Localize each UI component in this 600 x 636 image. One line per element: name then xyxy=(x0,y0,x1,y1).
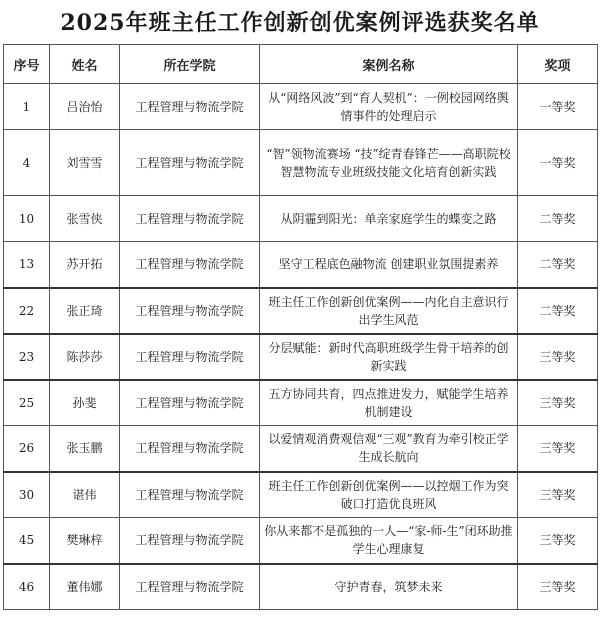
row-college: 工程管理与物流学院 xyxy=(120,518,260,564)
row-name: 张雪侠 xyxy=(50,196,120,242)
header-name: 姓名 xyxy=(50,45,120,84)
row-award: 二等奖 xyxy=(518,196,598,242)
row-award: 一等奖 xyxy=(518,130,598,196)
row-award: 三等奖 xyxy=(518,518,598,564)
row-case: 从阴霾到阳光：单亲家庭学生的蝶变之路 xyxy=(260,196,518,242)
row-name: 刘雪雪 xyxy=(50,130,120,196)
table-row xyxy=(4,564,598,610)
row-no: 45 xyxy=(4,518,50,564)
row-award: 二等奖 xyxy=(518,288,598,334)
header-college: 所在学院 xyxy=(120,45,260,84)
row-case: 分层赋能：新时代高职班级学生骨干培养的创新实践 xyxy=(260,334,518,380)
table-row xyxy=(4,288,598,334)
row-no: 22 xyxy=(4,288,50,334)
row-no: 1 xyxy=(4,84,50,130)
table-row xyxy=(4,518,598,564)
row-name: 张正琦 xyxy=(50,288,120,334)
row-name: 董伟娜 xyxy=(50,564,120,610)
table-row xyxy=(4,380,598,426)
row-no: 25 xyxy=(4,380,50,426)
row-college: 工程管理与物流学院 xyxy=(120,288,260,334)
row-name: 樊琳梓 xyxy=(50,518,120,564)
row-college: 工程管理与物流学院 xyxy=(120,130,260,196)
table-row xyxy=(4,426,598,472)
row-no: 4 xyxy=(4,130,50,196)
row-college: 工程管理与物流学院 xyxy=(120,196,260,242)
row-no: 23 xyxy=(4,334,50,380)
row-case: 五方协同共育，四点推进发力，赋能学生培养机制建设 xyxy=(260,380,518,426)
header-award: 奖项 xyxy=(518,45,598,84)
row-award: 三等奖 xyxy=(518,426,598,472)
table-row xyxy=(4,334,598,380)
page-title: 2025年班主任工作创新创优案例评选获奖名单 xyxy=(60,10,540,36)
row-case: 你从来都不是孤独的一人—“家-师-生”闭环助推学生心理康复 xyxy=(260,518,518,564)
table-row xyxy=(4,242,598,288)
table-row xyxy=(4,196,598,242)
table-row xyxy=(4,130,598,196)
row-no: 13 xyxy=(4,242,50,288)
table-row xyxy=(4,84,598,130)
row-case: 从“网络风波”到“育人契机”：一例校园网络舆情事件的处理启示 xyxy=(260,84,518,130)
row-college: 工程管理与物流学院 xyxy=(120,380,260,426)
row-college: 工程管理与物流学院 xyxy=(120,84,260,130)
row-case: 班主任工作创新创优案例——以控烟工作为突破口打造优良班风 xyxy=(260,472,518,518)
row-award: 三等奖 xyxy=(518,334,598,380)
row-no: 30 xyxy=(4,472,50,518)
table-row xyxy=(4,472,598,518)
award-table xyxy=(3,44,598,610)
row-case: 以爱情观消费观信观“三观”教育为牵引校正学生成长航向 xyxy=(260,426,518,472)
row-award: 三等奖 xyxy=(518,380,598,426)
row-college: 工程管理与物流学院 xyxy=(120,472,260,518)
row-college: 工程管理与物流学院 xyxy=(120,242,260,288)
row-no: 46 xyxy=(4,564,50,610)
row-college: 工程管理与物流学院 xyxy=(120,426,260,472)
row-no: 10 xyxy=(4,196,50,242)
row-case: “智”领物流赛场 “技”绽青春锋芒——高职院校智慧物流专业班级技能文化培育创新实践 xyxy=(260,130,518,196)
row-award: 三等奖 xyxy=(518,472,598,518)
row-award: 二等奖 xyxy=(518,242,598,288)
row-case: 班主任工作创新创优案例——内化自主意识行出学生风范 xyxy=(260,288,518,334)
row-college: 工程管理与物流学院 xyxy=(120,564,260,610)
header-no: 序号 xyxy=(4,45,50,84)
row-name: 孙斐 xyxy=(50,380,120,426)
row-award: 三等奖 xyxy=(518,564,598,610)
row-case: 坚守工程底色融物流 创建职业氛围提素养 xyxy=(260,242,518,288)
header-case: 案例名称 xyxy=(260,45,518,84)
row-no: 26 xyxy=(4,426,50,472)
row-name: 陈莎莎 xyxy=(50,334,120,380)
row-college: 工程管理与物流学院 xyxy=(120,334,260,380)
row-name: 谌伟 xyxy=(50,472,120,518)
table-header-row xyxy=(4,45,598,84)
row-name: 张玉鹏 xyxy=(50,426,120,472)
row-case: 守护青春，筑梦未来 xyxy=(260,564,518,610)
row-award: 一等奖 xyxy=(518,84,598,130)
row-name: 吕治怡 xyxy=(50,84,120,130)
row-name: 苏开拓 xyxy=(50,242,120,288)
